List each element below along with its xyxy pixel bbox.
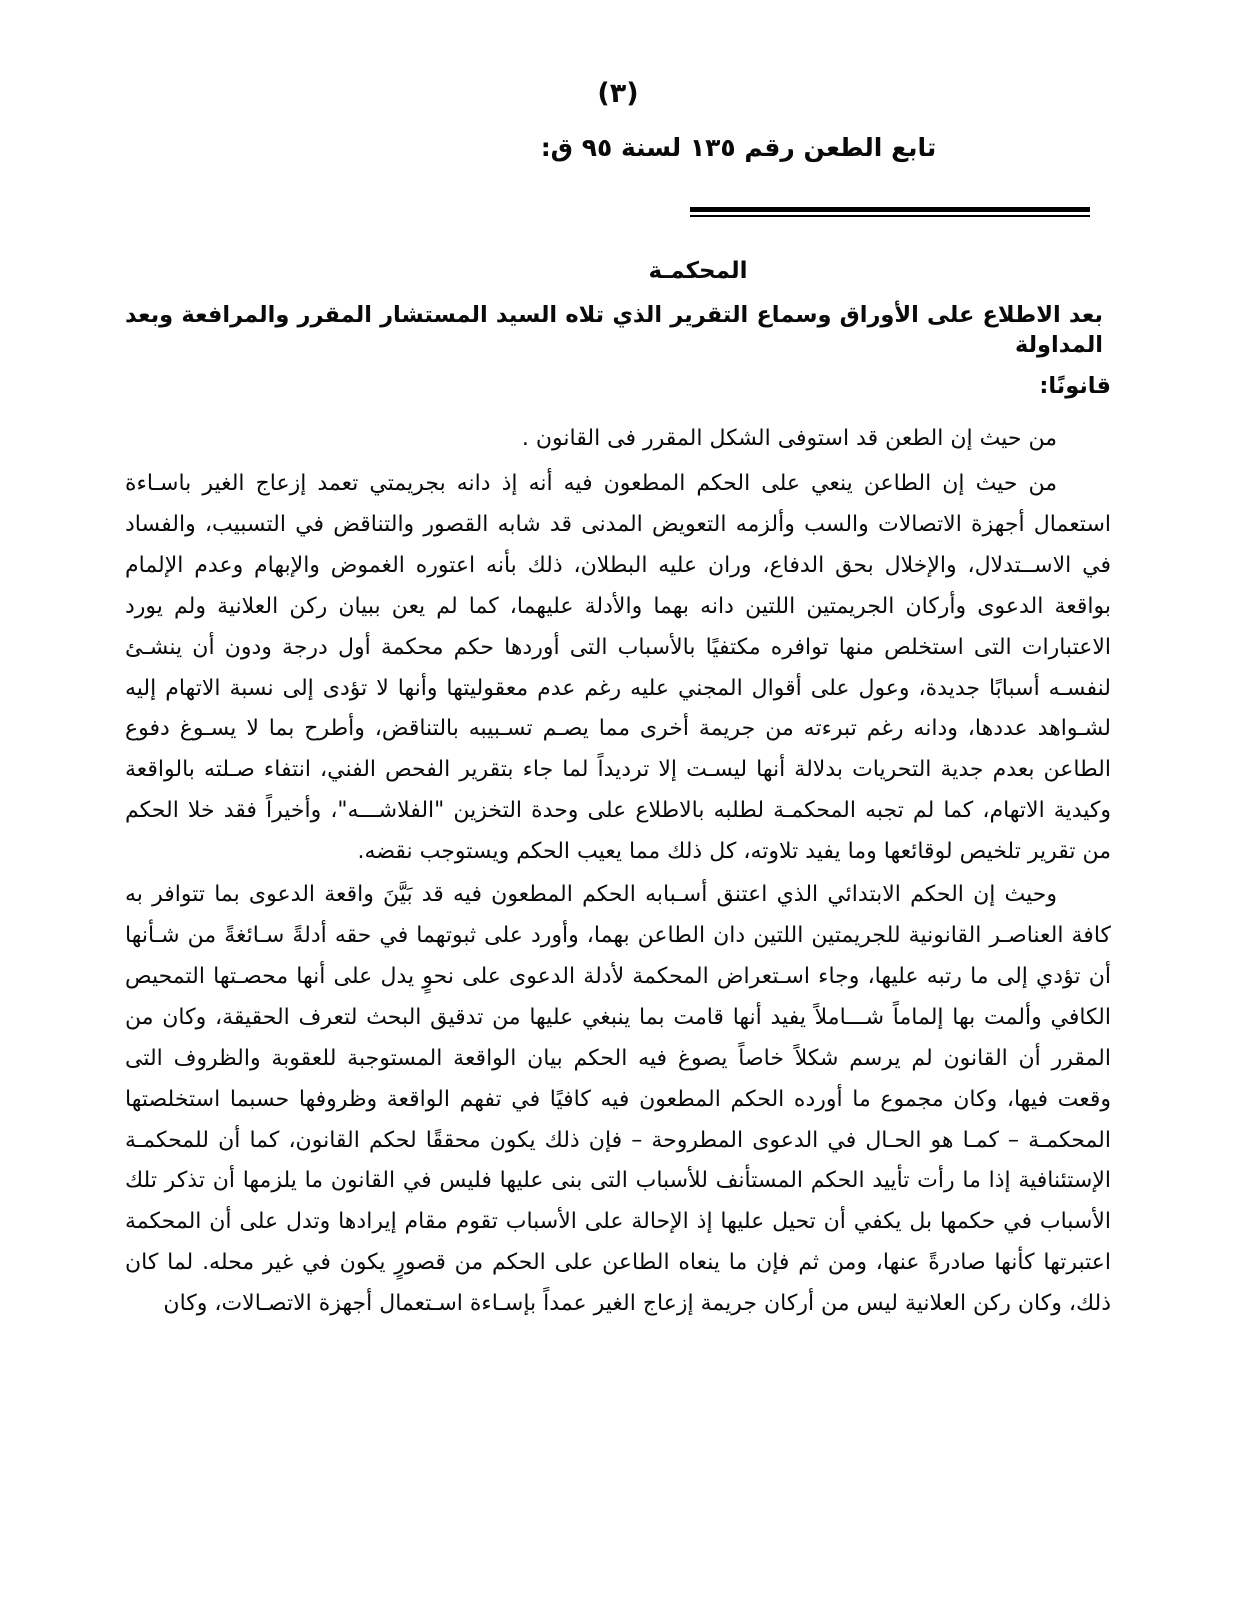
running-head-case-reference: تابع الطعن رقم ١٣٥ لسنة ٩٥ ق: bbox=[540, 133, 937, 162]
legally-label: قانونًا: bbox=[1039, 372, 1111, 399]
paragraph-form-admissibility: من حيث إن الطعن قد استوفى الشكل المقرر فى القانون . bbox=[521, 426, 1057, 452]
page-number: (٣) bbox=[597, 78, 639, 109]
paragraph-court-reasoning: وحيث إن الحكم الابتدائي الذي اعتنق أسـبابه الحكم المطعون فيه قد بَيَّنَ واقعة الدعوى بما تتوافر به كافة العناصـر القانونية للجريمتين اللتين دان الطاعن بهما، وأورد على ثبوتهما في حقه أدلةً سـائغةً من شـأنها أن تؤدي إلى ما رتبه عليها، وجاء اسـتعراض المحكمة لأدلة الدعوى على نحوٍ يدل على أنها محصـتها التمحيص الكافي وألمت بها إلماماً شـــاملاً يفيد أنها قامت بما ينبغي عليها من تدقيق البحث لتعرف الحقيقة، وكان من المقرر أن القانون لم يرسم شكلاً خاصاً يصوغ فيه الحكم بيان الواقعة المستوجبة للعقوبة والظروف التى وقعت فيها، وكان مجموع ما أورده الحكم المطعون فيه كافيًا في تفهم الواقعة وظروفها حسبما استخلصتها المحكمـة – كمـا هو الحـال في الدعوى المطروحة – فإن ذلك يكون محققًا لحكم القانون، كما أن للمحكمـة الإستئنافية إذا ما رأت تأييد الحكم المستأنف للأسباب التى بنى عليها فليس في القانون ما يلزمها أن تذكر تلك الأسباب في حكمها بل يكفي أن تحيل عليها إذ الإحالة على الأسباب تقوم مقام إيرادها وتدل على أن المحكمة اعتبرتها كأنها صادرةً عنها، ومن ثم فإن ما ينعاه الطاعن على الحكم من قصورٍ يكون في غير محله. لما كان ذلك، وكان ركن العلانية ليس من أركان جريمة إزعاج الغير عمداً بإسـاءة اسـتعمال أجهزة الاتصـالات، وكان bbox=[125, 882, 1111, 1317]
court-intro-statement: بعد الاطلاع على الأوراق وسماع التقرير الذي تلاه السيد المستشار المقرر والمرافعة وبعد المداولة bbox=[125, 302, 1103, 359]
paragraph-grounds-of-appeal: من حيث إن الطاعن ينعي على الحكم المطعون فيه أنه إذ دانه بجريمتي تعمد إزعاج الغير باسـاءة استعمال أجهزة الاتصالات والسب وألزمه التعويض المدنى قد شابه القصور والتناقض في التسبيب، والفساد في الاســتدلال، والإخلال بحق الدفاع، وران عليه البطلان، ذلك بأنه اعتوره الغموض والإبهام وعدم الإلمام بواقعة الدعوى وأركان الجريمتين اللتين دانه بهما والأدلة عليهما، كما لم يعن ببيان ركن العلانية ولم يورد الاعتبارات التى استخلص منها توافره مكتفيًا بالأسباب التى أوردها حكم محكمة أول درجة ودون أن ينشـئ لنفسـه أسبابًا جديدة، وعول على أقوال المجني عليه رغم عدم معقوليتها وأنها لا تؤدى إلى نسبة الاتهام إليه لشـواهد عددها، ودانه رغم تبرءته من جريمة أخرى مما يصـم تسـبيبه بالتناقض، وأطرح بما لا يسـوغ دفوع الطاعن بعدم جدية التحريات بدلالة أنها ليسـت إلا ترديداً لما جاء بتقرير الفحص الفني، انتفاء صـلته بالواقعة وكيدية الاتهام، كما لم تجبه المحكمـة لطلبه بالاطلاع على وحدة التخزين "الفلاشـــه"، وأخيراً فقد خلا الحكم من تقرير تلخيص لوقائعها وما يفيد تلاوته، كل ذلك مما يعيب الحكم ويستوجب نقضه. bbox=[125, 471, 1111, 865]
document-content bbox=[125, 258, 1111, 1327]
double-horizontal-rule bbox=[690, 207, 1090, 217]
rule-thin-line bbox=[690, 215, 1090, 217]
court-heading: المحكمـة bbox=[648, 258, 748, 284]
